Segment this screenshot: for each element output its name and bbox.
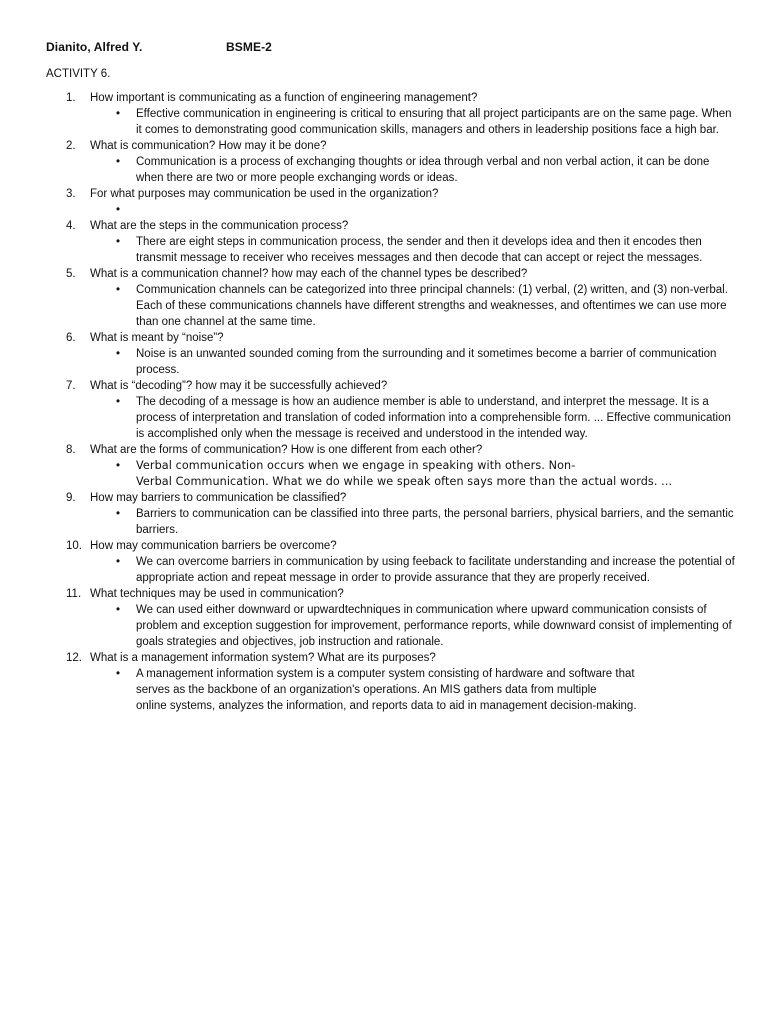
question-number: 10. bbox=[66, 540, 82, 552]
question-number: 2. bbox=[66, 140, 76, 152]
answer-line: Verbal communication occurs when we engage in speaking with others. Non- bbox=[136, 459, 576, 472]
question-item bbox=[66, 186, 736, 218]
question-text: How may barriers to communication be classified? bbox=[90, 492, 347, 504]
answer-text: The decoding of a message is how an audience member is able to understand, and interpret the message. It is a process of interpretation and translation of coded information into a comprehensible form. ... Effective communication is accomplished only when the message is received and understood in the intended way. bbox=[136, 396, 731, 440]
question-number: 4. bbox=[66, 220, 76, 232]
question-item bbox=[66, 586, 736, 650]
answer-text bbox=[136, 666, 736, 714]
bullet-icon: • bbox=[116, 396, 121, 408]
answer-text bbox=[136, 202, 736, 218]
question-number: 12. bbox=[66, 652, 82, 664]
question-text: What techniques may be used in communication? bbox=[90, 588, 344, 600]
answer-text: Communication channels can be categorized into three principal channels: (1) verbal, (2) written, and (3) non-verbal. Each of these communications channels have different strengths and weaknesses, and oftentimes we can use more than one channel at the same time. bbox=[136, 284, 728, 328]
question-item bbox=[66, 218, 736, 266]
bullet-icon: • bbox=[116, 108, 121, 120]
answer-text bbox=[136, 458, 736, 490]
question-text: What are the forms of communication? How is one different from each other? bbox=[90, 444, 483, 456]
question-number: 9. bbox=[66, 492, 76, 504]
answer-line: A management information system is a computer system consisting of hardware and software that bbox=[136, 668, 635, 680]
question-item bbox=[66, 442, 736, 490]
bullet-icon: • bbox=[116, 604, 121, 616]
question-number: 8. bbox=[66, 444, 76, 456]
question-text: What is meant by “noise”? bbox=[90, 332, 224, 344]
question-item bbox=[66, 490, 736, 538]
question-item bbox=[66, 266, 736, 330]
question-text: What is “decoding”? how may it be successfully achieved? bbox=[90, 380, 388, 392]
bullet-icon: • bbox=[116, 156, 121, 168]
answer-text: Noise is an unwanted sounded coming from the surrounding and it sometimes become a barrier of communication process. bbox=[136, 348, 717, 376]
bullet-icon: • bbox=[116, 348, 121, 360]
question-text: How important is communicating as a function of engineering management? bbox=[90, 92, 478, 104]
activity-title: ACTIVITY 6. bbox=[46, 68, 111, 80]
answer-text: Barriers to communication can be classified into three parts, the personal barriers, physical barriers, and the semantic barriers. bbox=[136, 508, 734, 536]
bullet-icon: • bbox=[116, 204, 121, 216]
question-item bbox=[66, 378, 736, 442]
question-number: 11. bbox=[66, 588, 82, 600]
bullet-icon: • bbox=[116, 284, 121, 296]
question-text: What is a communication channel? how may each of the channel types be described? bbox=[90, 268, 528, 280]
bullet-icon: • bbox=[116, 668, 121, 680]
question-number: 3. bbox=[66, 188, 76, 200]
question-number: 6. bbox=[66, 332, 76, 344]
answer-text: Effective communication in engineering is critical to ensuring that all project participants are on the same page. When it comes to demonstrating good communication skills, managers and others in leadership positions face a high bar. bbox=[136, 108, 732, 136]
answer-text: We can overcome barriers in communication by using feeback to facilitate understanding and increase the potential of appropriate action and repeat message in order to provide assurance that they are properly received. bbox=[136, 556, 735, 584]
student-course: BSME-2 bbox=[226, 40, 272, 54]
bullet-icon: • bbox=[116, 556, 121, 568]
question-text: For what purposes may communication be used in the organization? bbox=[90, 188, 439, 200]
answer-text: There are eight steps in communication process, the sender and then it develops idea and then it encodes then transmit message to receiver who receives messages and then decode that can accept or reject the messages. bbox=[136, 236, 703, 264]
question-list bbox=[66, 90, 736, 714]
answer-text: We can used either downward or upwardtechniques in communication where upward communication consists of problem and exception suggestion for improvement, performance reports, while downward consist of implementing of goals strategies and objectives, job instruction and rationale. bbox=[136, 604, 732, 648]
question-number: 5. bbox=[66, 268, 76, 280]
question-item bbox=[66, 538, 736, 586]
question-item bbox=[66, 650, 736, 714]
question-item bbox=[66, 90, 736, 138]
question-number: 7. bbox=[66, 380, 76, 392]
question-text: What are the steps in the communication process? bbox=[90, 220, 349, 232]
answer-line: Verbal Communication. What we do while we speak often says more than the actual words. ... bbox=[136, 475, 673, 488]
answer-text: Communication is a process of exchanging thoughts or idea through verbal and non verbal action, it can be done when there are two or more people exchanging words or ideas. bbox=[136, 156, 710, 184]
question-item bbox=[66, 330, 736, 378]
question-number: 1. bbox=[66, 92, 76, 104]
question-item bbox=[66, 138, 736, 186]
question-text: How may communication barriers be overcome? bbox=[90, 540, 337, 552]
bullet-icon: • bbox=[116, 236, 121, 248]
question-text: What is a management information system? What are its purposes? bbox=[90, 652, 436, 664]
question-text: What is communication? How may it be done? bbox=[90, 140, 327, 152]
bullet-icon: • bbox=[116, 508, 121, 520]
bullet-icon: • bbox=[116, 460, 121, 472]
answer-line: online systems, analyzes the information, and reports data to aid in management decision-making. bbox=[136, 700, 637, 712]
answer-line: serves as the backbone of an organization's operations. An MIS gathers data from multiple bbox=[136, 684, 597, 696]
student-name: Dianito, Alfred Y. bbox=[46, 40, 143, 54]
